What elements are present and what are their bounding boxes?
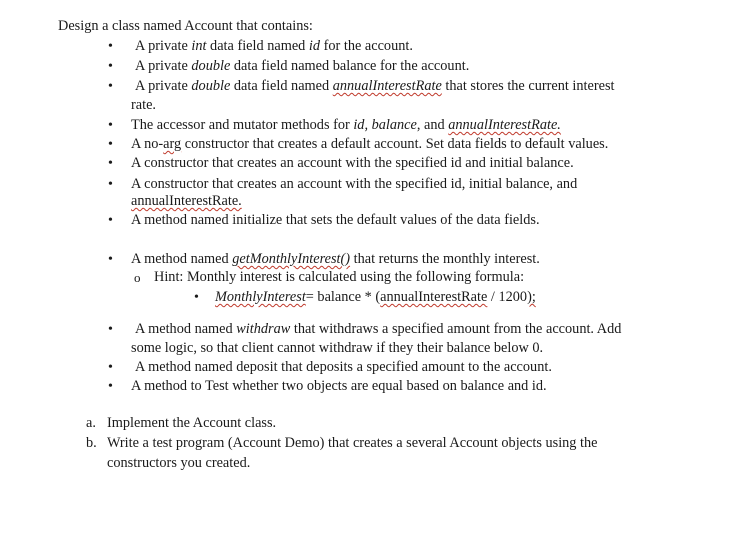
list-item-deposit: A method named deposit that deposits a specified amount to the account. bbox=[135, 359, 552, 375]
formula-text: MonthlyInterest= balance * (annualInterestRate / 1200); bbox=[215, 289, 536, 305]
list-item-monthly-interest: A method named getMonthlyInterest() that returns the monthly interest. bbox=[131, 251, 540, 267]
bullet-icon: • bbox=[108, 213, 113, 228]
list-item-balance-field: A private double data field named balance for the account. bbox=[135, 58, 470, 74]
list-item-constructor-id-balance: A constructor that creates an account with the specified id and initial balance. bbox=[131, 155, 574, 171]
bullet-icon: • bbox=[108, 177, 113, 192]
task-b-marker: b. bbox=[86, 435, 97, 451]
bullet-icon: • bbox=[108, 156, 113, 171]
list-item-id-field: A private int data field named id for the account. bbox=[135, 38, 413, 54]
intro-text: Design a class named Account that contains: bbox=[58, 18, 313, 34]
bullet-icon: • bbox=[108, 137, 113, 152]
list-item-rate-field-cont: rate. bbox=[131, 97, 156, 113]
circle-bullet-icon: o bbox=[134, 270, 141, 285]
list-item-noarg-constructor: A no-arg constructor that creates a default account. Set data fields to default values. bbox=[131, 136, 609, 152]
list-item-withdraw-cont: some logic, so that client cannot withdraw if they their balance below 0. bbox=[131, 340, 544, 356]
bullet-icon: • bbox=[108, 360, 113, 375]
bullet-icon: • bbox=[108, 118, 113, 133]
bullet-icon: • bbox=[108, 252, 113, 267]
task-a-text: Implement the Account class. bbox=[107, 415, 277, 431]
task-b-text-cont: constructors you created. bbox=[107, 455, 251, 471]
list-item-withdraw: A method named withdraw that withdraws a specified amount from the account. Add bbox=[135, 321, 622, 337]
list-item-constructor-full-cont: annualInterestRate. bbox=[131, 193, 242, 209]
hint-text: Hint: Monthly interest is calculated using the following formula: bbox=[154, 269, 525, 285]
list-item-initialize: A method named initialize that sets the default values of the data fields. bbox=[131, 212, 540, 228]
bullet-icon: • bbox=[194, 290, 199, 305]
list-item-constructor-full: A constructor that creates an account with the specified id, initial balance, and bbox=[131, 176, 578, 192]
task-a-marker: a. bbox=[86, 415, 96, 431]
list-item-accessors: The accessor and mutator methods for id, balance, and annualInterestRate. bbox=[131, 117, 561, 133]
list-item-rate-field: A private double data field named annualInterestRate that stores the current interest bbox=[135, 78, 615, 94]
bullet-icon: • bbox=[108, 379, 113, 394]
task-b-text: Write a test program (Account Demo) that creates a several Account objects using the bbox=[107, 435, 598, 451]
bullet-icon: • bbox=[108, 59, 113, 74]
bullet-icon: • bbox=[108, 39, 113, 54]
bullet-icon: • bbox=[108, 322, 113, 337]
bullet-icon: • bbox=[108, 79, 113, 94]
list-item-equals: A method to Test whether two objects are equal based on balance and id. bbox=[131, 378, 547, 394]
